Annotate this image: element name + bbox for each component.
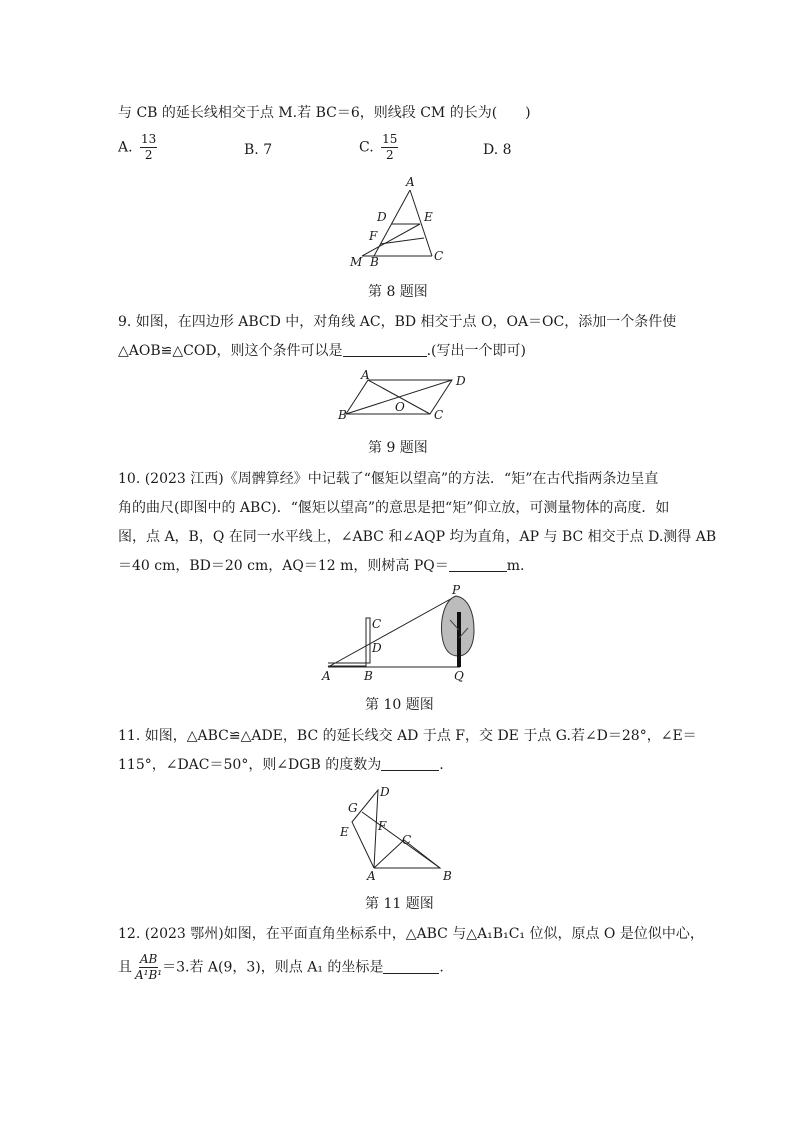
q12-ratio-fraction: $\frac{AB}{\text{A¹B¹}}$ [135,952,163,982]
q10-figure [318,584,478,684]
q11-label-b: B [443,869,452,882]
q8-option-a-fraction: $\frac{13}{2}$ [141,132,157,162]
q8-label-c: C [434,249,444,263]
q8-option-d: D. 8 [483,142,512,158]
q9-answer-blank[interactable] [343,341,427,357]
q10-stem-line1: 10. (2023 江西)《周髀算经》中记载了“偃矩以望高”的方法．“矩”在古代指两条边呈直 [118,471,659,487]
q8-segment-fe [380,238,424,244]
q8-caption: 第 8 题图 [368,284,428,300]
q8-stem: 与 CB 的延长线相交于点 M.若 BC＝6，则线段 CM 的长为( ) [118,105,531,121]
q11-label-f: F [378,819,387,833]
q11-caption: 第 11 题图 [365,896,434,912]
q11-label-a: A [367,869,376,882]
q10-carpenter-square [328,618,370,666]
q11-figure [330,782,460,882]
q9-label-a: A [361,368,370,382]
q10-caption: 第 10 题图 [365,697,434,713]
q9-caption: 第 9 题图 [368,440,428,456]
q8-figure [340,172,460,272]
q10-stem-line2: 角的曲尺(即图中的 ABC)．“偃矩以望高”的意思是把“矩”仰立放，可测量物体的高度．如 [118,500,670,516]
q8-label-f: F [369,229,378,243]
q10-label-c: C [372,617,382,631]
q11-answer-blank[interactable] [381,755,439,771]
q11-label-d: D [380,785,390,799]
q8-label-a: A [406,175,415,189]
q9-label-c: C [434,408,444,422]
q10-label-q: Q [454,669,464,683]
q8-option-c-fraction: $\frac{15}{2}$ [382,132,398,162]
q8-label-d: D [377,210,387,224]
q12-answer-blank[interactable] [383,958,439,974]
q11-label-e: E [340,825,349,839]
q10-label-p: P [452,584,461,597]
q10-label-d: D [372,641,382,655]
q8-option-b: B. 7 [244,142,273,158]
q9-stem-line1: 9. 如图，在四边形 ABCD 中，对角线 AC，BD 相交于点 O，OA＝OC，添加一个条件使 [118,314,677,330]
q9-stem-line2: △AOB≌△COD，则这个条件可以是 .(写出一个即可) [118,343,526,359]
q9-label-b: B [338,408,347,422]
q9-figure [330,368,480,428]
q12-stem-line2: 且 $\frac{AB}{\text{A¹B¹}}$ ＝3.若 A(9，3)，则点 A₁ 的坐标是 . [118,952,444,982]
q11-label-g: G [348,801,358,815]
q11-stem-line2: 115°，∠DAC＝50°，则∠DGB 的度数为 . [118,757,444,773]
q10-stem-line3: 图，点 A，B，Q 在同一水平线上，∠ABC 和∠AQP 均为直角，AP 与 BC 相交于点 D.测得 AB [118,529,717,545]
q11-label-c: C [402,833,412,847]
q9-label-o: O [395,400,405,414]
q8-option-c: C. $\frac{15}{2}$ [359,132,398,162]
q8-option-a: A. $\frac{13}{2}$ [118,132,157,162]
q10-sightline-ap [328,596,456,667]
q12-stem-line1: 12. (2023 鄂州)如图，在平面直角坐标系中，△ABC 与△A₁B₁C₁ 位似，原点 O 是位似中心， [118,926,704,942]
q10-label-b: B [364,669,373,683]
q8-label-e: E [424,210,433,224]
q10-answer-blank[interactable] [449,556,507,572]
q8-label-b: B [370,255,379,269]
q10-label-a: A [322,669,331,683]
q11-stem-line1: 11. 如图，△ABC≌△ADE，BC 的延长线交 AD 于点 F，交 DE 于点 G.若∠D＝28°，∠E＝ [118,728,697,744]
q10-stem-line4: ＝40 cm，BD＝20 cm，AQ＝12 m，则树高 PQ＝ m. [118,558,525,574]
q11-line-bg [362,812,440,868]
q8-label-m: M [350,255,363,269]
q9-label-d: D [456,374,466,388]
